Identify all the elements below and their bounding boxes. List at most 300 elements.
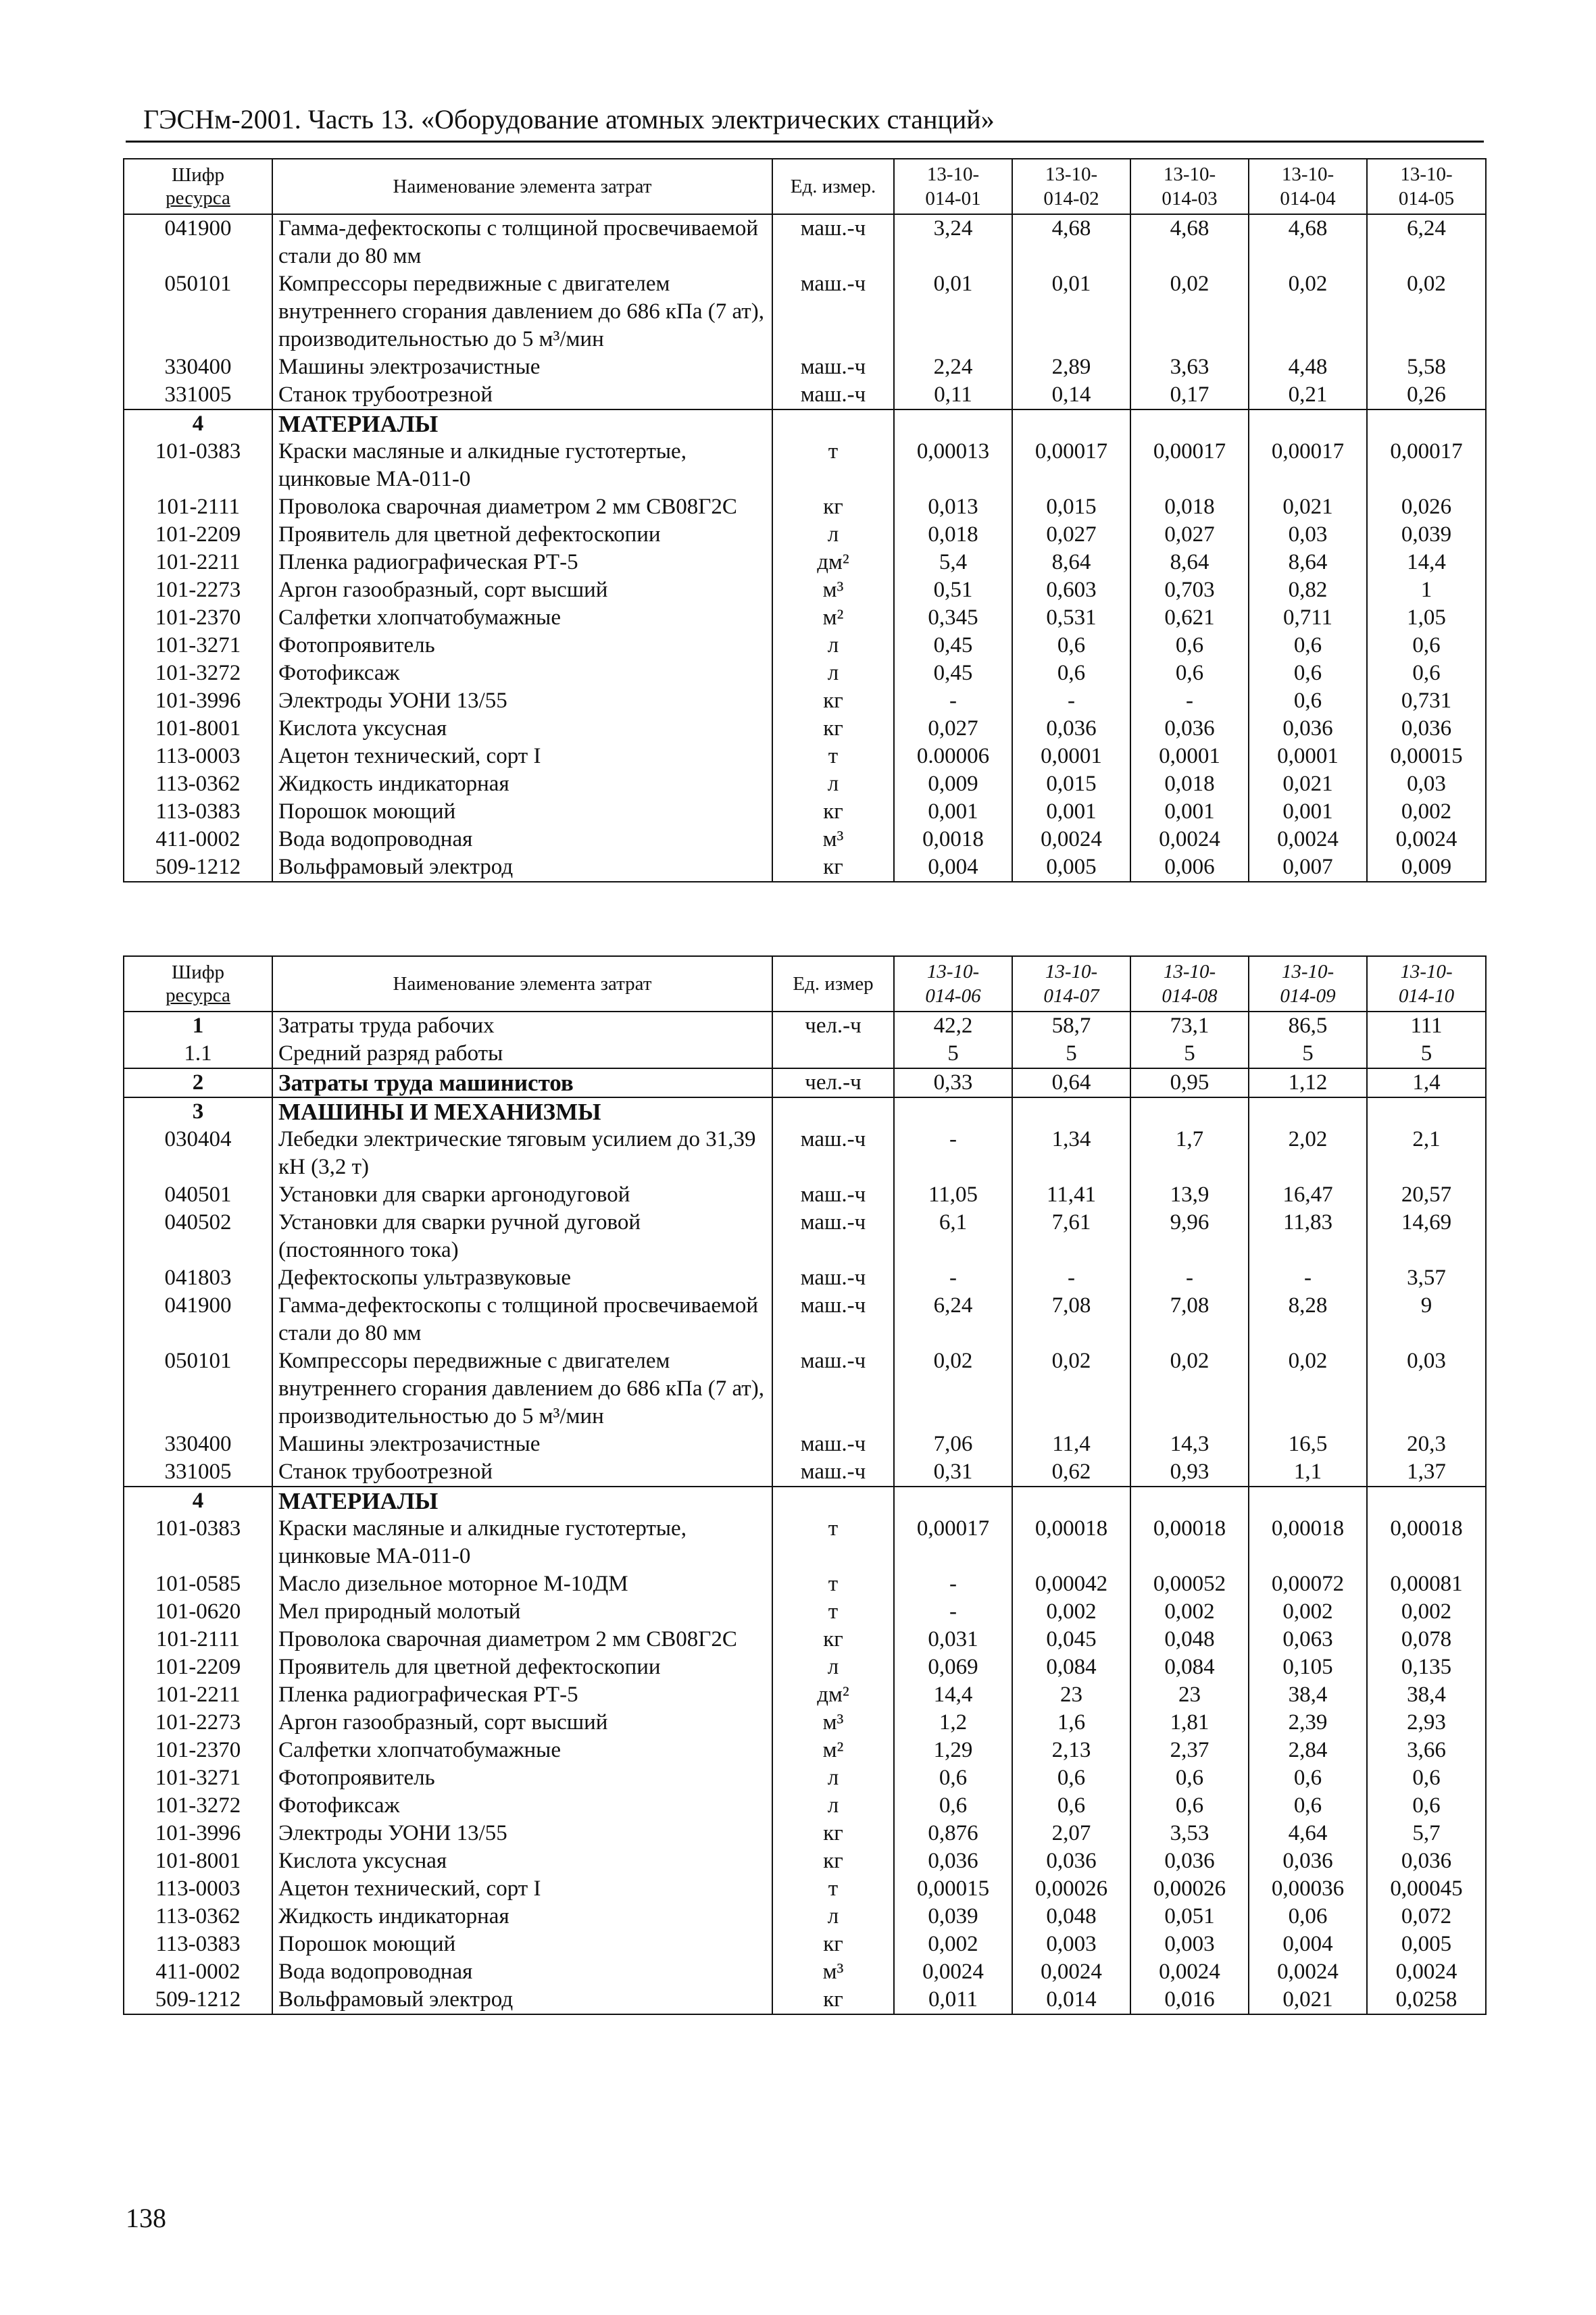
unit-cell: кг (772, 1986, 894, 2014)
table-row (124, 687, 1486, 715)
value-cell: 1,29 (894, 1737, 1012, 1764)
section-header-row (124, 1487, 1486, 1515)
value-cell: 5 (1130, 1040, 1249, 1068)
table-row (124, 1903, 1486, 1931)
column-code-prefix: 13-10- (1045, 961, 1098, 982)
value-cell: 0,00018 (1130, 1515, 1249, 1570)
value-cell: 0,6 (1249, 1764, 1367, 1792)
unit-cell: л (772, 632, 894, 659)
value-cell: 0,036 (1367, 715, 1486, 743)
value-cell: 0,036 (1249, 715, 1367, 743)
value-cell (1367, 1097, 1486, 1126)
column-code-prefix: 13-10- (1163, 164, 1216, 185)
value-cell: 73,1 (1130, 1012, 1249, 1040)
resource-name-cell: Лебедки электрические тяговым усилием до 31,39 кН (3,2 т) (272, 1126, 772, 1181)
value-cell: 0,45 (894, 659, 1012, 687)
resource-name-cell: Салфетки хлопчатобумажные (272, 604, 772, 632)
table-row (124, 1626, 1486, 1653)
value-cell: 0,02 (1367, 270, 1486, 353)
table-row (124, 1570, 1486, 1598)
value-cell (1367, 409, 1486, 438)
table-row (124, 1709, 1486, 1737)
resource-name-cell: Жидкость индикаторная (272, 1903, 772, 1931)
resource-name-cell: Затраты труда машинистов (272, 1068, 772, 1097)
resource-code-cell: 101-3271 (124, 632, 272, 659)
value-cell: 0,084 (1012, 1653, 1130, 1681)
unit-cell: чел.-ч (772, 1012, 894, 1040)
value-cell: 0,14 (1012, 381, 1130, 409)
resource-code-cell: 113-0362 (124, 1903, 272, 1931)
unit-cell: маш.-ч (772, 1264, 894, 1292)
table-row (124, 1126, 1486, 1181)
value-cell: 2,02 (1249, 1126, 1367, 1181)
resource-name-cell: Кислота уксусная (272, 715, 772, 743)
value-cell: 0,0001 (1249, 743, 1367, 770)
value-cell: 0,00017 (1367, 438, 1486, 493)
resource-name-cell: Кислота уксусная (272, 1847, 772, 1875)
unit-cell: т (772, 438, 894, 493)
value-cell: 0,00042 (1012, 1570, 1130, 1598)
unit-cell: кг (772, 1931, 894, 1958)
value-cell: 0,02 (1249, 1347, 1367, 1430)
value-cell: 0,036 (1130, 715, 1249, 743)
column-header-code-4 (1249, 159, 1367, 214)
unit-cell (772, 1097, 894, 1126)
value-cell: 0,036 (1367, 1847, 1486, 1875)
table-row (124, 1012, 1486, 1040)
column-header-code-line2: ресурса (166, 187, 230, 209)
value-cell: 0,021 (1249, 770, 1367, 798)
resource-table-2 (123, 955, 1487, 2015)
resource-code-cell: 101-2209 (124, 521, 272, 549)
value-cell: 0,0001 (1012, 743, 1130, 770)
resource-code-cell: 509-1212 (124, 853, 272, 882)
value-cell: 8,64 (1249, 549, 1367, 576)
resource-code-cell: 041900 (124, 214, 272, 270)
value-cell: 1,4 (1367, 1068, 1486, 1097)
column-header-code-line1: Шифр (171, 164, 225, 186)
value-cell: 2,89 (1012, 353, 1130, 381)
value-cell: 0.00006 (894, 743, 1012, 770)
value-cell: 5 (894, 1040, 1012, 1068)
value-cell: 58,7 (1012, 1012, 1130, 1040)
value-cell: 2,13 (1012, 1737, 1130, 1764)
value-cell: 0,036 (1012, 715, 1130, 743)
resource-name-cell: Фотофиксаж (272, 659, 772, 687)
resource-name-cell: Пленка радиографическая РТ-5 (272, 549, 772, 576)
value-cell: 0,002 (1367, 798, 1486, 826)
resource-name-cell: Машины электрозачистные (272, 1430, 772, 1458)
column-header-code-line2: ресурса (166, 985, 230, 1006)
value-cell: - (1012, 1264, 1130, 1292)
resource-table-1 (123, 158, 1487, 882)
unit-cell: маш.-ч (772, 214, 894, 270)
resource-name-cell: Аргон газообразный, сорт высший (272, 576, 772, 604)
value-cell: 0,026 (1367, 493, 1486, 521)
unit-cell: т (772, 1875, 894, 1903)
unit-cell: т (772, 743, 894, 770)
unit-cell: л (772, 1764, 894, 1792)
value-cell: 8,28 (1249, 1292, 1367, 1347)
column-header-code-3 (1130, 159, 1249, 214)
resource-name-cell: Гамма-дефектоскопы с толщиной просвечиваемой стали до 80 мм (272, 1292, 772, 1347)
unit-cell: маш.-ч (772, 1458, 894, 1487)
table-row (124, 1986, 1486, 2014)
resource-name-cell: Порошок моющий (272, 798, 772, 826)
value-cell: 3,24 (894, 214, 1012, 270)
value-cell: 20,3 (1367, 1430, 1486, 1458)
value-cell: 0,015 (1012, 493, 1130, 521)
value-cell: 0,001 (1130, 798, 1249, 826)
value-cell: 86,5 (1249, 1012, 1367, 1040)
resource-name-cell: МАТЕРИАЛЫ (272, 1487, 772, 1515)
value-cell: 0,003 (1012, 1931, 1130, 1958)
unit-cell: кг (772, 798, 894, 826)
value-cell: 0,018 (894, 521, 1012, 549)
value-cell: 0,6 (1130, 1792, 1249, 1820)
value-cell: 9,96 (1130, 1209, 1249, 1264)
resource-code-cell: 101-3272 (124, 1792, 272, 1820)
value-cell: 8,64 (1012, 549, 1130, 576)
value-cell: 2,1 (1367, 1126, 1486, 1181)
value-cell: 14,69 (1367, 1209, 1486, 1264)
value-cell (1367, 1487, 1486, 1515)
resource-code-cell: 411-0002 (124, 826, 272, 853)
value-cell: - (1130, 687, 1249, 715)
column-header-code-2 (1012, 159, 1130, 214)
value-cell: 0,063 (1249, 1626, 1367, 1653)
value-cell: - (894, 687, 1012, 715)
value-cell: 0,00018 (1012, 1515, 1130, 1570)
resource-code-cell: 041803 (124, 1264, 272, 1292)
column-header-code-7 (1012, 956, 1130, 1012)
value-cell: 0,00036 (1249, 1875, 1367, 1903)
value-cell: 0,036 (1249, 1847, 1367, 1875)
resource-code-cell: 101-2211 (124, 1681, 272, 1709)
resource-code-cell: 330400 (124, 353, 272, 381)
resource-name-cell: Масло дизельное моторное М-10ДМ (272, 1570, 772, 1598)
table-row (124, 1875, 1486, 1903)
value-cell: 0,876 (894, 1820, 1012, 1847)
value-cell: 0,001 (1012, 798, 1130, 826)
value-cell: 0,016 (1130, 1986, 1249, 2014)
value-cell: 0,6 (1012, 1764, 1130, 1792)
table-row (124, 1820, 1486, 1847)
resource-code-cell: 101-2370 (124, 1737, 272, 1764)
value-cell: - (894, 1598, 1012, 1626)
resource-name-cell: Ацетон технический, сорт I (272, 1875, 772, 1903)
value-cell: 0,33 (894, 1068, 1012, 1097)
value-cell: 0,036 (1130, 1847, 1249, 1875)
unit-cell: дм² (772, 549, 894, 576)
unit-cell (772, 409, 894, 438)
value-cell: 4,68 (1130, 214, 1249, 270)
unit-cell: л (772, 1653, 894, 1681)
value-cell: 3,57 (1367, 1264, 1486, 1292)
value-cell: 0,001 (1249, 798, 1367, 826)
value-cell: 38,4 (1367, 1681, 1486, 1709)
value-cell: 0,002 (1249, 1598, 1367, 1626)
value-cell (1130, 1097, 1249, 1126)
table-row (124, 1792, 1486, 1820)
value-cell: 13,9 (1130, 1181, 1249, 1209)
unit-cell: маш.-ч (772, 1181, 894, 1209)
table-row (124, 1292, 1486, 1347)
value-cell: 0,002 (1367, 1598, 1486, 1626)
unit-cell: т (772, 1570, 894, 1598)
value-cell: 0,105 (1249, 1653, 1367, 1681)
value-cell: 2,37 (1130, 1737, 1249, 1764)
table-row (124, 353, 1486, 381)
value-cell: 0,00015 (1367, 743, 1486, 770)
resource-code-cell: 101-2273 (124, 576, 272, 604)
value-cell: 0,0024 (1130, 1958, 1249, 1986)
section-header-row (124, 409, 1486, 438)
resource-code-cell: 101-3996 (124, 1820, 272, 1847)
resource-code-cell: 113-0383 (124, 798, 272, 826)
value-cell: 0,006 (1130, 853, 1249, 882)
value-cell: 0,0024 (1249, 1958, 1367, 1986)
resource-name-cell: Порошок моющий (272, 1931, 772, 1958)
resource-code-cell: 101-2370 (124, 604, 272, 632)
column-code-prefix: 13-10- (1400, 164, 1453, 185)
unit-cell: маш.-ч (772, 353, 894, 381)
value-cell: 0,03 (1367, 1347, 1486, 1430)
value-cell: 14,4 (1367, 549, 1486, 576)
value-cell: 0,00081 (1367, 1570, 1486, 1598)
resource-code-cell: 4 (124, 1487, 272, 1515)
value-cell: 11,41 (1012, 1181, 1130, 1209)
column-code-prefix: 13-10- (926, 961, 980, 982)
value-cell: 0,02 (1130, 270, 1249, 353)
value-cell: 0,6 (1367, 1792, 1486, 1820)
unit-cell: кг (772, 1847, 894, 1875)
value-cell: 1,12 (1249, 1068, 1367, 1097)
value-cell (1249, 1097, 1367, 1126)
table-row (124, 576, 1486, 604)
value-cell: 0,02 (894, 1347, 1012, 1430)
resource-code-cell: 330400 (124, 1430, 272, 1458)
value-cell: 0,135 (1367, 1653, 1486, 1681)
value-cell: 38,4 (1249, 1681, 1367, 1709)
value-cell: 1,81 (1130, 1709, 1249, 1737)
table-row (124, 1764, 1486, 1792)
value-cell: 0,078 (1367, 1626, 1486, 1653)
value-cell: 1,37 (1367, 1458, 1486, 1487)
value-cell: 6,1 (894, 1209, 1012, 1264)
table-row (124, 715, 1486, 743)
resource-code-cell: 113-0383 (124, 1931, 272, 1958)
value-cell: 9 (1367, 1292, 1486, 1347)
resource-code-cell: 1 (124, 1012, 272, 1040)
value-cell: 0,6 (894, 1792, 1012, 1820)
value-cell: 0,00017 (1249, 438, 1367, 493)
table-row (124, 632, 1486, 659)
column-code-prefix: 13-10- (1281, 961, 1335, 982)
value-cell: 0,02 (1012, 1347, 1130, 1430)
column-code-suffix: 014-04 (1280, 188, 1336, 209)
resource-code-cell: 050101 (124, 1347, 272, 1430)
unit-cell: маш.-ч (772, 1126, 894, 1181)
unit-cell: м³ (772, 1709, 894, 1737)
value-cell: 6,24 (894, 1292, 1012, 1347)
table-row (124, 1653, 1486, 1681)
value-cell (894, 1097, 1012, 1126)
value-cell: 20,57 (1367, 1181, 1486, 1209)
value-cell: 4,68 (1012, 214, 1130, 270)
value-cell: 16,5 (1249, 1430, 1367, 1458)
value-cell: 0,603 (1012, 576, 1130, 604)
value-cell: 0,036 (1012, 1847, 1130, 1875)
value-cell: 0,95 (1130, 1068, 1249, 1097)
unit-cell: маш.-ч (772, 1430, 894, 1458)
table-row (124, 1430, 1486, 1458)
table-row (124, 1458, 1486, 1487)
table-row (124, 1958, 1486, 1986)
value-cell: 14,4 (894, 1681, 1012, 1709)
resource-name-cell: Электроды УОНИ 13/55 (272, 687, 772, 715)
value-cell: 2,84 (1249, 1737, 1367, 1764)
resource-name-cell: Краски масляные и алкидные густотертые, цинковые МА-011-0 (272, 438, 772, 493)
value-cell: 0,011 (894, 1986, 1012, 2014)
value-cell: 5,7 (1367, 1820, 1486, 1847)
value-cell: 0,82 (1249, 576, 1367, 604)
value-cell: 0,00018 (1249, 1515, 1367, 1570)
value-cell: 0,731 (1367, 687, 1486, 715)
value-cell: 0,711 (1249, 604, 1367, 632)
column-header-code-9 (1249, 956, 1367, 1012)
value-cell: 0,00017 (1130, 438, 1249, 493)
page-number: 138 (126, 2203, 166, 2233)
value-cell: 0,069 (894, 1653, 1012, 1681)
document-header: ГЭСНм-2001. Часть 13. «Оборудование атомных электрических станций» (143, 104, 995, 134)
table-row (124, 1068, 1486, 1097)
value-cell: 0,045 (1012, 1626, 1130, 1653)
column-header-code-line1: Шифр (171, 962, 225, 983)
column-code-prefix: 13-10- (1045, 164, 1098, 185)
value-cell: 2,93 (1367, 1709, 1486, 1737)
value-cell: 0,0024 (1012, 1958, 1130, 1986)
value-cell: 0,00045 (1367, 1875, 1486, 1903)
resource-name-cell: Фотопроявитель (272, 632, 772, 659)
unit-cell: м³ (772, 576, 894, 604)
value-cell: 0,027 (894, 715, 1012, 743)
unit-cell (772, 1040, 894, 1068)
table-row (124, 826, 1486, 853)
column-code-prefix: 13-10- (1281, 164, 1335, 185)
value-cell: 0,6 (1130, 632, 1249, 659)
unit-cell: чел.-ч (772, 1068, 894, 1097)
resource-name-cell: Проволока сварочная диаметром 2 мм СВ08Г2С (272, 1626, 772, 1653)
table-row (124, 438, 1486, 493)
resource-code-cell: 509-1212 (124, 1986, 272, 2014)
value-cell: 0,00052 (1130, 1570, 1249, 1598)
column-code-suffix: 014-07 (1043, 985, 1099, 1007)
resource-name-cell: Фотопроявитель (272, 1764, 772, 1792)
unit-cell (772, 1487, 894, 1515)
value-cell: 0,015 (1012, 770, 1130, 798)
resource-code-cell: 113-0003 (124, 1875, 272, 1903)
column-header-code (124, 159, 272, 214)
column-header-name: Наименование элемента затрат (272, 956, 772, 1012)
value-cell: 3,53 (1130, 1820, 1249, 1847)
value-cell: 11,05 (894, 1181, 1012, 1209)
value-cell: 0,009 (894, 770, 1012, 798)
value-cell: 0,21 (1249, 381, 1367, 409)
value-cell: 14,3 (1130, 1430, 1249, 1458)
column-code-suffix: 014-01 (925, 188, 981, 209)
value-cell: 3,63 (1130, 353, 1249, 381)
value-cell: 0,703 (1130, 576, 1249, 604)
value-cell: 0,00017 (1012, 438, 1130, 493)
resource-name-cell: Установки для сварки аргонодуговой (272, 1181, 772, 1209)
value-cell: 0,039 (1367, 521, 1486, 549)
value-cell: 42,2 (894, 1012, 1012, 1040)
resource-code-cell: 2 (124, 1068, 272, 1097)
value-cell: 0,6 (1130, 659, 1249, 687)
column-code-suffix: 014-09 (1280, 985, 1336, 1007)
resource-name-cell: Электроды УОНИ 13/55 (272, 1820, 772, 1847)
table-row (124, 770, 1486, 798)
value-cell: 7,08 (1012, 1292, 1130, 1347)
column-code-suffix: 014-08 (1162, 985, 1218, 1007)
value-cell: 7,06 (894, 1430, 1012, 1458)
value-cell: - (894, 1264, 1012, 1292)
value-cell: 2,39 (1249, 1709, 1367, 1737)
value-cell: 0,64 (1012, 1068, 1130, 1097)
value-cell: - (1249, 1264, 1367, 1292)
value-cell: 0,51 (894, 576, 1012, 604)
resource-code-cell: 030404 (124, 1126, 272, 1181)
resource-name-cell: Мел природный молотый (272, 1598, 772, 1626)
resource-code-cell: 101-3271 (124, 1764, 272, 1792)
value-cell: 0,345 (894, 604, 1012, 632)
value-cell: 0,009 (1367, 853, 1486, 882)
value-cell (894, 409, 1012, 438)
table-row (124, 604, 1486, 632)
resource-code-cell: 101-2111 (124, 1626, 272, 1653)
resource-name-cell: Станок трубоотрезной (272, 1458, 772, 1487)
value-cell: 0,014 (1012, 1986, 1130, 2014)
unit-cell: т (772, 1598, 894, 1626)
table-row (124, 493, 1486, 521)
value-cell: 1,2 (894, 1709, 1012, 1737)
resource-name-cell: Компрессоры передвижные с двигателем внутреннего сгорания давлением до 686 кПа (7 ат), производительностью до 5 м³/мин (272, 1347, 772, 1430)
value-cell: 5 (1012, 1040, 1130, 1068)
value-cell: 0,002 (1130, 1598, 1249, 1626)
value-cell: 0,03 (1249, 521, 1367, 549)
value-cell (1249, 1487, 1367, 1515)
table-row (124, 1847, 1486, 1875)
resource-code-cell: 050101 (124, 270, 272, 353)
value-cell: 1,34 (1012, 1126, 1130, 1181)
table-row (124, 1209, 1486, 1264)
resource-code-cell: 101-0585 (124, 1570, 272, 1598)
unit-cell: л (772, 770, 894, 798)
value-cell: 7,61 (1012, 1209, 1130, 1264)
resource-code-cell: 101-2209 (124, 1653, 272, 1681)
resource-name-cell: Салфетки хлопчатобумажные (272, 1737, 772, 1764)
value-cell: 0,31 (894, 1458, 1012, 1487)
value-cell: 0,005 (1367, 1931, 1486, 1958)
resource-name-cell: Установки для сварки ручной дуговой (постоянного тока) (272, 1209, 772, 1264)
column-header-code-1 (894, 159, 1012, 214)
resource-name-cell: Машины электрозачистные (272, 353, 772, 381)
table-row (124, 270, 1486, 353)
value-cell: - (894, 1570, 1012, 1598)
value-cell: 0,005 (1012, 853, 1130, 882)
unit-cell: кг (772, 1626, 894, 1653)
